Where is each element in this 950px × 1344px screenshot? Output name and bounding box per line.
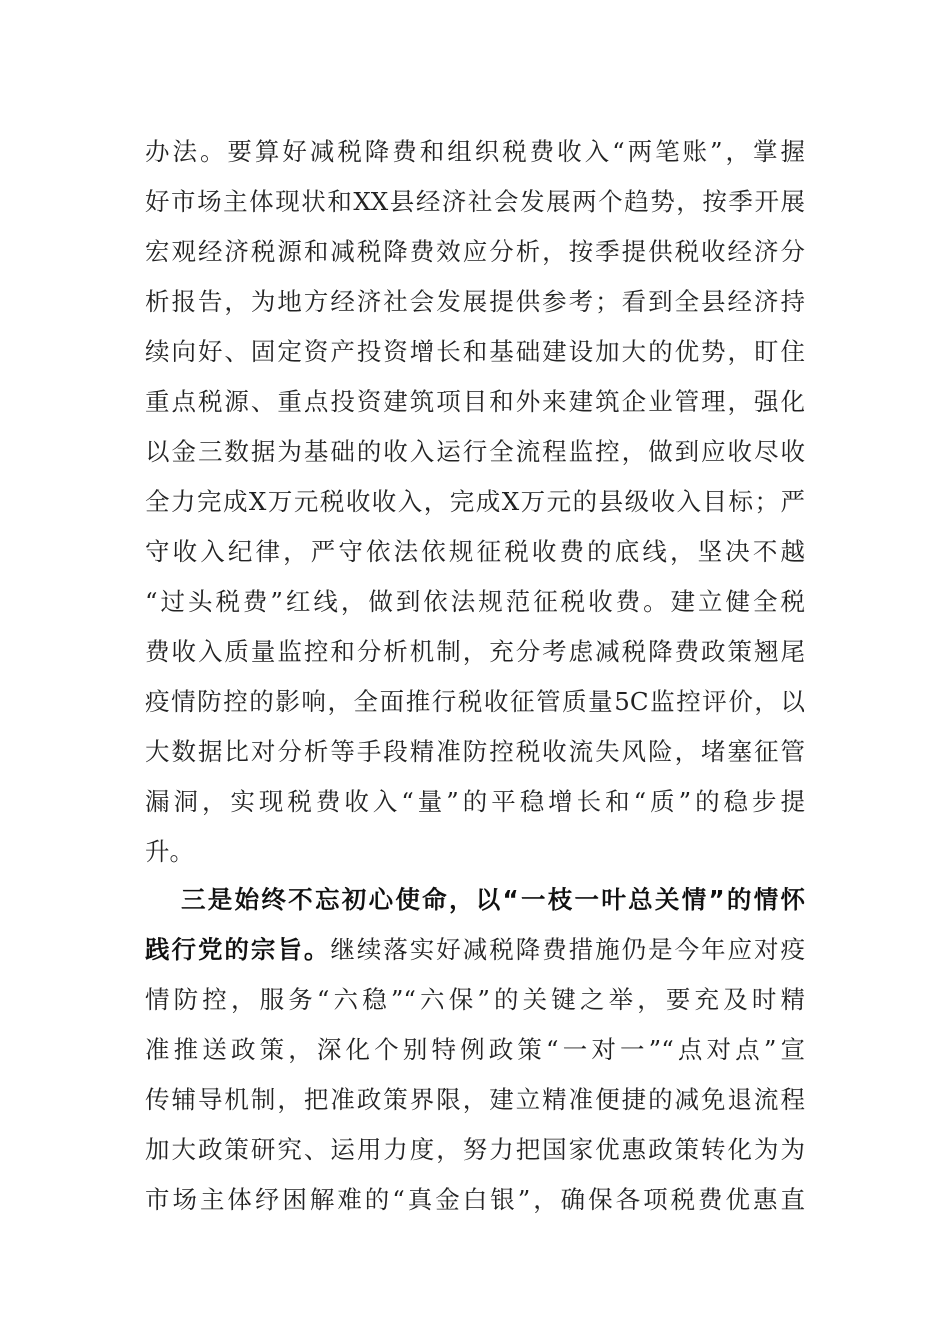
text-line: 情防控，服务“六稳”“六保”的关键之举，要充及时精 xyxy=(145,985,805,1014)
text-line: 全力完成X万元税收收入，完成X万元的县级收入目标；严 xyxy=(145,487,805,516)
text-line: 准推送政策，深化个别特例政策“一对一”“点对点”宣 xyxy=(145,1035,805,1064)
text-line: 加大政策研究、运用力度，努力把国家优惠政策转化为为 xyxy=(145,1135,805,1164)
text-line: 重点税源、重点投资建筑项目和外来建筑企业管理，强化 xyxy=(145,387,805,416)
text-line: 析报告，为地方经济社会发展提供参考；看到全县经济持 xyxy=(145,287,805,316)
text-line: 传辅导机制，把准政策界限，建立精准便捷的减免退流程 xyxy=(145,1085,805,1114)
text-line: “过头税费”红线，做到依法规范征税收费。建立健全税 xyxy=(145,587,805,616)
text-line: 续向好、固定资产投资增长和基础建设加大的优势，盯住 xyxy=(145,337,805,366)
text-line: 办法。要算好减税降费和组织税费收入“两笔账”，掌握 xyxy=(145,137,805,166)
text-line: 市场主体纾困解难的“真金白银”，确保各项税费优惠直 xyxy=(145,1185,805,1214)
section-heading-end: 践行党的宗旨。 xyxy=(145,935,331,964)
section-heading: 三是始终不忘初心使命，以“一枝一叶总关情”的情怀 xyxy=(181,885,805,914)
text-line: 费收入质量监控和分析机制，充分考虑减税降费政策翘尾 xyxy=(145,637,805,666)
text-line: 漏洞，实现税费收入“量”的平稳增长和“质”的稳步提 xyxy=(145,787,805,816)
text-line: 守收入纪律，严守依法依规征税收费的底线，坚决不越 xyxy=(145,537,805,566)
text-line: 大数据比对分析等手段精准防控税收流失风险，堵塞征管 xyxy=(145,737,805,766)
text-line: 疫情防控的影响，全面推行税收征管质量5C监控评价，以 xyxy=(145,687,805,716)
text-line: 好市场主体现状和XX县经济社会发展两个趋势，按季开展 xyxy=(145,187,805,216)
text-line: 宏观经济税源和减税降费效应分析，按季提供税收经济分 xyxy=(145,237,805,266)
text-line: 升。 xyxy=(145,837,194,866)
text-span: 继续落实好减税降费措施仍是今年应对疫 xyxy=(330,935,805,964)
text-line xyxy=(145,925,805,975)
text-line: 以金三数据为基础的收入运行全流程监控，做到应收尽收 xyxy=(145,437,805,466)
